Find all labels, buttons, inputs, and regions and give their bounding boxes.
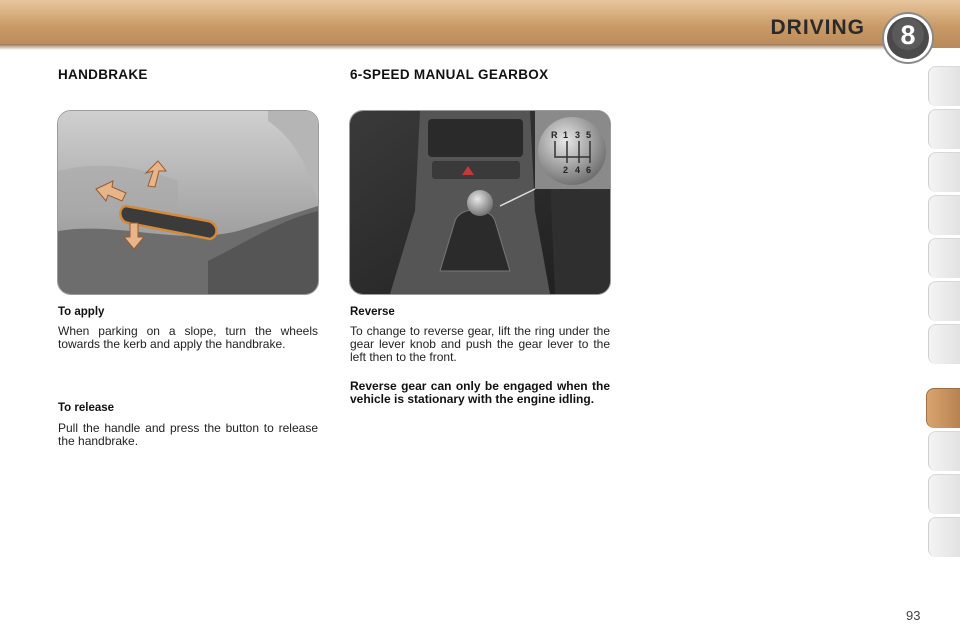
reverse-title: Reverse <box>350 306 395 318</box>
chapter-tab[interactable] <box>928 195 960 235</box>
chapter-tab[interactable] <box>928 238 960 278</box>
to-apply-text: When parking on a slope, turn the wheels towards the kerb and apply the handbrake. <box>58 324 318 351</box>
chapter-tab[interactable] <box>928 152 960 192</box>
chapter-tab-active[interactable] <box>926 388 960 428</box>
gear-pattern-label: R <box>551 130 558 140</box>
chapter-tab[interactable] <box>928 109 960 149</box>
reverse-note: Reverse gear can only be engaged when the vehicle is stationary with the engine idling. <box>350 379 610 406</box>
chapter-tab[interactable] <box>928 517 960 557</box>
chapter-tab-rail <box>928 66 960 574</box>
gear-pattern-label: 4 <box>575 165 581 175</box>
gear-pattern-label: 1 <box>563 130 569 140</box>
gear-pattern-label: 6 <box>586 165 592 175</box>
chapter-tab[interactable] <box>928 431 960 471</box>
handbrake-illustration <box>57 110 319 295</box>
reverse-text: To change to reverse gear, lift the ring under the gear lever knob and push the gear lever to the left then to the front. <box>350 324 610 364</box>
chapter-title: DRIVING <box>770 16 865 39</box>
gear-pattern-label: 3 <box>575 130 581 140</box>
page-number: 93 <box>906 608 921 623</box>
gear-pattern-label: 5 <box>586 130 592 140</box>
to-release-title: To release <box>58 402 115 414</box>
handbrake-heading: HANDBRAKE <box>58 67 148 82</box>
to-apply-title: To apply <box>58 306 105 318</box>
to-release-text: Pull the handle and press the button to release the handbrake. <box>58 421 318 448</box>
chapter-tab[interactable] <box>928 474 960 514</box>
gearbox-heading: 6-SPEED MANUAL GEARBOX <box>350 67 549 82</box>
chapter-tab[interactable] <box>928 281 960 321</box>
gearbox-illustration <box>349 110 611 295</box>
chapter-number: 8 <box>900 20 916 50</box>
gear-pattern-label: 2 <box>563 165 569 175</box>
chapter-tab[interactable] <box>928 66 960 106</box>
chapter-tab[interactable] <box>928 324 960 364</box>
header-shadow <box>0 44 890 50</box>
